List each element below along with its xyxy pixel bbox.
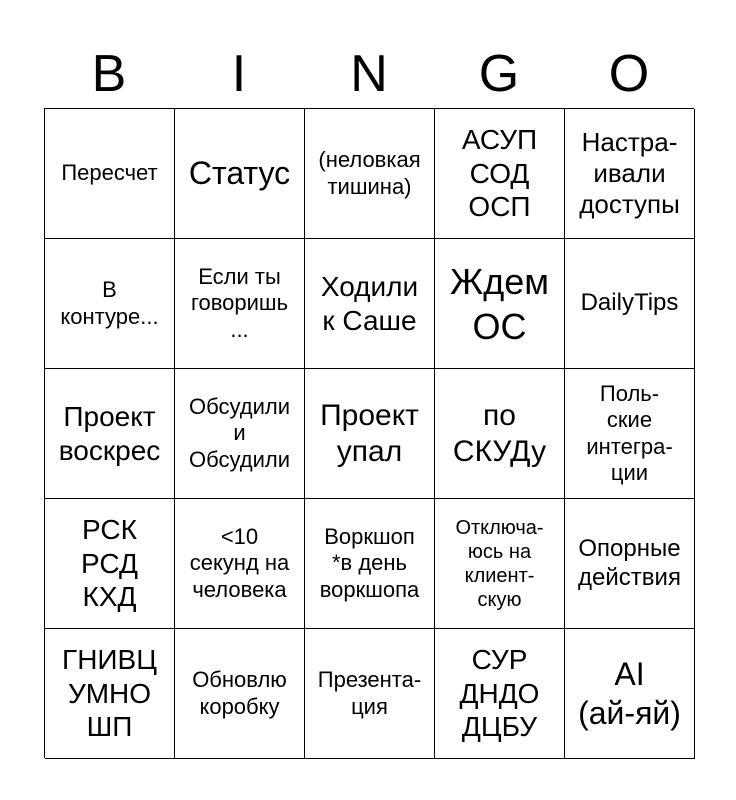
cell-label: Проект упал <box>320 398 419 468</box>
bingo-cell[interactable] <box>305 499 435 629</box>
cell-label: Опорные действия <box>578 534 681 591</box>
header-letter-i: I <box>231 45 247 103</box>
cell-label: (неловкая тишина) <box>318 147 421 199</box>
cell-label: DailyTips <box>580 289 679 317</box>
cell-label: Отключа- юсь на клиент- скую <box>455 516 544 611</box>
bingo-cell[interactable] <box>305 109 435 239</box>
bingo-cell[interactable] <box>305 239 435 369</box>
bingo-cell[interactable] <box>175 369 305 499</box>
cell-label: Обновлю коробку <box>192 667 287 719</box>
header-letter-o: O <box>608 45 650 103</box>
bingo-cell[interactable] <box>565 369 695 499</box>
bingo-cell[interactable] <box>565 109 695 239</box>
bingo-cell[interactable] <box>175 499 305 629</box>
cell-label: Обсудили и Обсудили <box>189 393 290 472</box>
cell-label: Пересчет <box>61 160 158 186</box>
header-letter-b: B <box>91 45 127 103</box>
bingo-cell[interactable] <box>45 109 175 239</box>
bingo-cell[interactable] <box>435 629 565 759</box>
cell-label: <10 секунд на человека <box>189 523 290 602</box>
bingo-cell[interactable] <box>305 369 435 499</box>
bingo-cell[interactable] <box>175 239 305 369</box>
cell-label: В контуре... <box>60 277 159 329</box>
cell-label: Поль- ские интегра- ции <box>586 380 673 485</box>
bingo-cell[interactable] <box>175 109 305 239</box>
cell-label: СУР ДНДО ДЦБУ <box>459 644 540 743</box>
bingo-cell[interactable] <box>45 239 175 369</box>
bingo-cell[interactable] <box>435 239 565 369</box>
bingo-cell[interactable] <box>435 499 565 629</box>
header-letter-g: G <box>478 45 520 103</box>
bingo-cell[interactable] <box>175 629 305 759</box>
cell-label: Ходили к Саше <box>320 270 419 336</box>
header-letter-n: N <box>350 45 388 103</box>
bingo-cell[interactable] <box>565 239 695 369</box>
bingo-cell[interactable] <box>45 369 175 499</box>
cell-label: Если ты говоришь ... <box>190 263 289 342</box>
cell-label: Презента- ция <box>317 667 422 719</box>
cell-label: ГНИВЦ УМНО ШП <box>62 644 157 743</box>
bingo-cell[interactable] <box>435 109 565 239</box>
bingo-cell[interactable] <box>45 629 175 759</box>
cell-label: Настра- ивали доступы <box>579 126 680 220</box>
bingo-cell[interactable] <box>305 629 435 759</box>
bingo-cell[interactable] <box>45 499 175 629</box>
bingo-cell[interactable] <box>435 369 565 499</box>
cell-label: АСУП СОД ОСП <box>461 124 538 223</box>
bingo-cell[interactable] <box>565 499 695 629</box>
bingo-board <box>44 108 694 758</box>
bingo-cell[interactable] <box>565 629 695 759</box>
cell-label: Воркшоп *в день воркшопа <box>319 523 420 602</box>
cell-label: Ждем ОС <box>449 260 550 347</box>
bingo-header <box>44 40 694 108</box>
cell-label: Проект воскрес <box>58 400 161 466</box>
cell-label: РСК РСД КХД <box>81 514 138 613</box>
cell-label: AI (ай-яй) <box>578 656 681 731</box>
cell-label: Статус <box>188 155 291 192</box>
cell-label: по СКУДу <box>452 398 547 468</box>
